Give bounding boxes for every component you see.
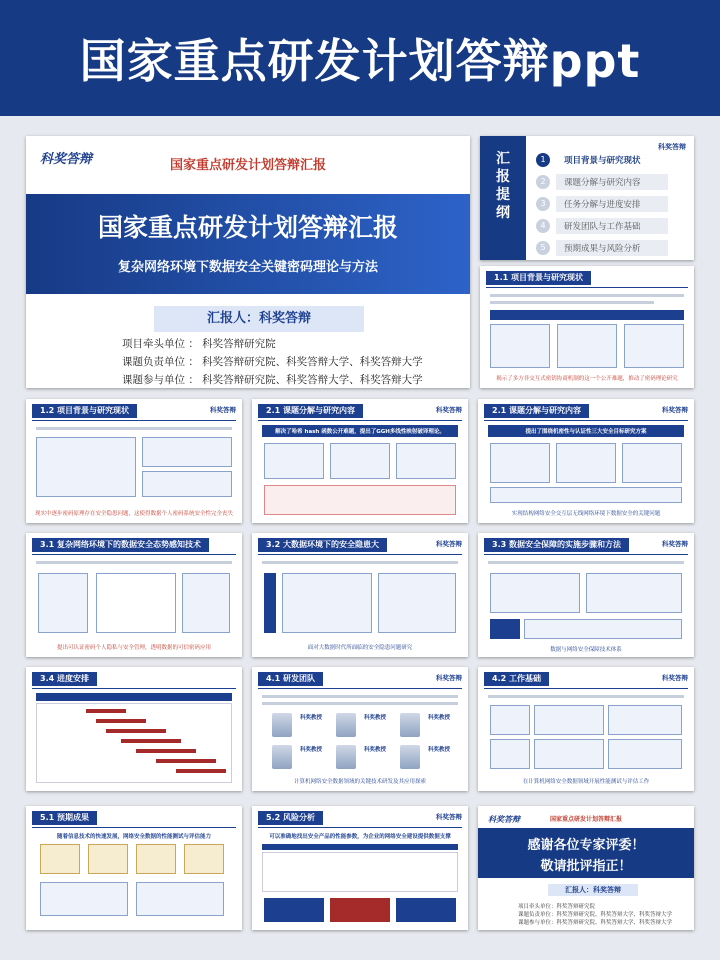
diagram-box: [282, 573, 372, 633]
certificate-image: [88, 844, 128, 874]
thanks-slide[interactable]: [478, 806, 694, 930]
slide-3-2[interactable]: [252, 533, 468, 657]
gantt-bar: [176, 769, 226, 773]
toc-item: [536, 174, 668, 190]
side-label-box: [264, 573, 276, 633]
slide-logo: 科奖答辩: [662, 406, 688, 414]
member-photo: [400, 713, 420, 737]
slide-head: 提出了围绕机密性与认证性三大安全目标研究方案: [525, 429, 647, 435]
risk-card: [264, 898, 324, 922]
cover-task-unit: 课题负责单位 ： 科奖答辩研究院、科奖答辩大学、科奖答辩大学: [122, 356, 423, 368]
slide-head: 可以准确地找出安全产品的性能参数，为企业的网络安全建设提供数据支撑: [269, 834, 451, 840]
risk-table: [262, 852, 458, 892]
diagram-box: [142, 437, 232, 467]
slide-title: 5.2 风险分析: [258, 811, 323, 825]
title-rule: [484, 688, 688, 689]
certificate-image: [136, 844, 176, 874]
toc-item-num: 5: [536, 241, 550, 255]
toc-item-num: 3: [536, 197, 550, 211]
diagram-box: [38, 573, 88, 633]
member-name: 科奖教授: [427, 747, 450, 753]
member-name: 科奖教授: [299, 715, 322, 721]
cover-slide[interactable]: [26, 136, 470, 388]
toc-side-char: 提: [496, 187, 510, 203]
thanks-logo: 科奖答辩: [488, 815, 520, 824]
toc-side-char: 汇: [496, 151, 510, 167]
member-name: 科奖教授: [299, 747, 322, 753]
diagram-box: [556, 443, 616, 483]
title-rule: [484, 554, 688, 555]
member-photo: [336, 745, 356, 769]
text-line: [488, 561, 684, 564]
slide-4-1[interactable]: [252, 667, 468, 791]
toc-item-label: 任务分解与进度安排: [556, 196, 668, 212]
toc-side-label: [480, 136, 526, 260]
certificate-image: [184, 844, 224, 874]
gantt-bar: [86, 709, 126, 713]
diagram-box: [534, 739, 604, 769]
slide-note: 面对大数据时代所面临的安全隐患问题研究: [307, 645, 413, 651]
title-rule: [484, 420, 688, 421]
slide-title: 5.1 预期成果: [32, 811, 97, 825]
slide-note: 数据与网络安全保障技术体系: [550, 647, 622, 653]
title-rule: [32, 420, 236, 421]
member-photo: [400, 745, 420, 769]
slide-2-1b[interactable]: [478, 399, 694, 523]
slide-title: 3.1 复杂网络环境下的数据安全态势感知技术: [32, 538, 209, 552]
member-photo: [336, 713, 356, 737]
toc-item: [536, 218, 668, 234]
cover-part-unit: 课题参与单位 ： 科奖答辩研究院、科奖答辩大学、科奖答辩大学: [122, 374, 423, 386]
risk-card: [330, 898, 390, 922]
text-line: [262, 561, 458, 564]
diagram-box: [378, 573, 456, 633]
slide-title: 4.2 工作基础: [484, 672, 549, 686]
title-rule: [32, 688, 236, 689]
cover-title: 国家重点研发计划答辩汇报: [97, 213, 398, 242]
gantt-bar: [156, 759, 216, 763]
text-line: [36, 561, 232, 564]
highlight-bar: [490, 310, 684, 320]
toc-slide[interactable]: [480, 136, 694, 260]
slide-4-2[interactable]: [478, 667, 694, 791]
diagram-box: [608, 739, 682, 769]
slide-5-2[interactable]: [252, 806, 468, 930]
thanks-top-label: 国家重点研发计划答辩汇报: [549, 816, 622, 823]
slide-3-4[interactable]: [26, 667, 242, 791]
title-rule: [32, 554, 236, 555]
diagram-box: [490, 487, 682, 503]
diagram-box: [490, 573, 580, 613]
side-label-box: [490, 619, 520, 639]
slide-title: 3.3 数据安全保障的实施步骤和方法: [484, 538, 629, 552]
slide-logo: 科奖答辩: [662, 674, 688, 682]
diagram-box: [608, 705, 682, 735]
member-name: 科奖教授: [363, 715, 386, 721]
slide-1-1[interactable]: [480, 266, 694, 388]
diagram-box: [624, 324, 684, 368]
gantt-header: [36, 693, 232, 701]
gantt-bar: [106, 729, 166, 733]
thanks-part-unit: 课题参与单位：科奖答辩研究院、科奖答辩大学、科奖答辩大学: [518, 920, 673, 926]
toc-item-label: 预期成果与风险分析: [556, 240, 668, 256]
slide-head: 解决了哈希 hash 函数公开难题，提出了GGH多线性映射破译理论。: [275, 429, 445, 435]
diagram-box: [490, 705, 530, 735]
diagram-box: [142, 471, 232, 497]
slide-3-3[interactable]: [478, 533, 694, 657]
member-photo: [272, 745, 292, 769]
toc-item-label: 研发团队与工作基础: [556, 218, 668, 234]
text-line: [490, 294, 684, 297]
toc-side-char: 纲: [496, 205, 510, 221]
thanks-reporter: 汇报人：科奖答辩: [548, 884, 638, 896]
toc-item-label: 项目背景与研究现状: [564, 156, 641, 166]
title-rule: [32, 827, 236, 828]
slide-3-1[interactable]: [26, 533, 242, 657]
diagram-box: [40, 882, 128, 916]
text-line: [262, 702, 458, 705]
slide-note: 在计算机网络安全数据领域开展性能测试与评估工作: [522, 779, 650, 785]
toc-side-char: 报: [496, 169, 510, 185]
diagram-box: [330, 443, 390, 479]
toc-item: [536, 152, 668, 168]
slide-note: 揭示了多方非交互式密钥协商机制的这一个公开难题，推动了密码理论研究: [496, 376, 678, 382]
text-line: [488, 695, 684, 698]
slide-title: 1.2 项目背景与研究现状: [32, 404, 137, 418]
diagram-box: [490, 324, 550, 368]
thanks-line-2: 敬请批评指正！: [540, 859, 632, 874]
title-banner: [0, 0, 720, 116]
toc-item-num: 1: [536, 153, 550, 167]
banner-title: 国家重点研发计划答辩ppt: [79, 34, 641, 88]
diagram-box: [264, 443, 324, 479]
title-rule: [258, 688, 462, 689]
diagram-box: [490, 443, 550, 483]
text-line: [490, 301, 654, 304]
cover-reporter: 汇报人：科奖答辩: [154, 306, 364, 332]
thanks-task-unit: 课题负责单位：科奖答辩研究院、科奖答辩大学、科奖答辩大学: [518, 912, 673, 918]
thanks-hero: [478, 828, 694, 878]
toc-item: [536, 240, 668, 256]
diagram-box: [622, 443, 682, 483]
toc-item: [536, 196, 668, 212]
thanks-line-1: 感谢各位专家评委！: [527, 838, 645, 853]
member-photo: [272, 713, 292, 737]
slide-note: 实现结构网络安全交互层无线网络环境下数据安全的关键问题: [511, 511, 661, 517]
diagram-box: [490, 739, 530, 769]
title-rule: [486, 287, 688, 288]
text-line: [36, 427, 232, 430]
text-line: [262, 695, 458, 698]
diagram-box: [182, 573, 230, 633]
slide-title: 2.1 课题分解与研究内容: [484, 404, 589, 418]
gantt-bar: [121, 739, 181, 743]
slide-title: 1.1 项目背景与研究现状: [486, 271, 591, 285]
slide-note: 现实中逐步密码原理存在安全隐患问题，这使得数据个人密码系统安全性完全丧失: [34, 511, 233, 517]
diagram-box: [36, 437, 136, 497]
cover-top-label: 国家重点研发计划答辩汇报: [169, 158, 326, 173]
slide-title: 3.2 大数据环境下的安全隐患大: [258, 538, 387, 552]
cover-subtitle: 复杂网络环境下数据安全关键密码理论与方法: [117, 260, 378, 275]
diagram-box: [96, 573, 176, 633]
gantt-bar: [136, 749, 196, 753]
cover-hero: [26, 194, 470, 294]
slide-2-1[interactable]: [252, 399, 468, 523]
slide-title: 2.1 课题分解与研究内容: [258, 404, 363, 418]
slide-note: 提出可认证密码个人隐私与安全管理，透明数据的可信密码应用: [56, 645, 211, 651]
slide-logo: 科奖答辩: [436, 813, 462, 821]
slide-title: 4.1 研发团队: [258, 672, 323, 686]
toc-item-num: 4: [536, 219, 550, 233]
diagram-box: [534, 705, 604, 735]
slide-head: 随着信息技术的快速发展，网络安全数据的性能测试与评估能力: [56, 834, 211, 840]
diagram-box: [586, 573, 682, 613]
slide-note: 计算机网络安全数据领域的关键技术研发及其应用探索: [293, 779, 426, 785]
slide-logo: 科奖答辩: [210, 406, 236, 414]
slide-1-2[interactable]: [26, 399, 242, 523]
slide-5-1[interactable]: [26, 806, 242, 930]
member-name: 科奖教授: [363, 747, 386, 753]
risk-card: [396, 898, 456, 922]
slide-logo: 科奖答辩: [436, 674, 462, 682]
title-rule: [258, 554, 462, 555]
table-header: [262, 844, 458, 850]
cover-lead-unit: 项目牵头单位 ： 科奖答辩研究院: [122, 338, 276, 350]
toc-item-label: 课题分解与研究内容: [556, 174, 668, 190]
diagram-box: [136, 882, 224, 916]
diagram-box: [557, 324, 617, 368]
member-name: 科奖教授: [427, 715, 450, 721]
slide-logo: 科奖答辩: [662, 540, 688, 548]
toc-item-num: 2: [536, 175, 550, 189]
slide-title: 3.4 进度安排: [32, 672, 97, 686]
slide-logo: 科奖答辩: [436, 406, 462, 414]
diagram-box: [264, 485, 456, 515]
thanks-lead-unit: 项目牵头单位：科奖答辩研究院: [518, 904, 596, 910]
gantt-bar: [96, 719, 146, 723]
certificate-image: [40, 844, 80, 874]
cover-logo: 科奖答辩: [40, 152, 93, 167]
diagram-box: [396, 443, 456, 479]
slide-logo: 科奖答辩: [436, 540, 462, 548]
title-rule: [258, 420, 462, 421]
title-rule: [258, 827, 462, 828]
diagram-box: [524, 619, 682, 639]
toc-logo: 科奖答辩: [658, 143, 686, 151]
